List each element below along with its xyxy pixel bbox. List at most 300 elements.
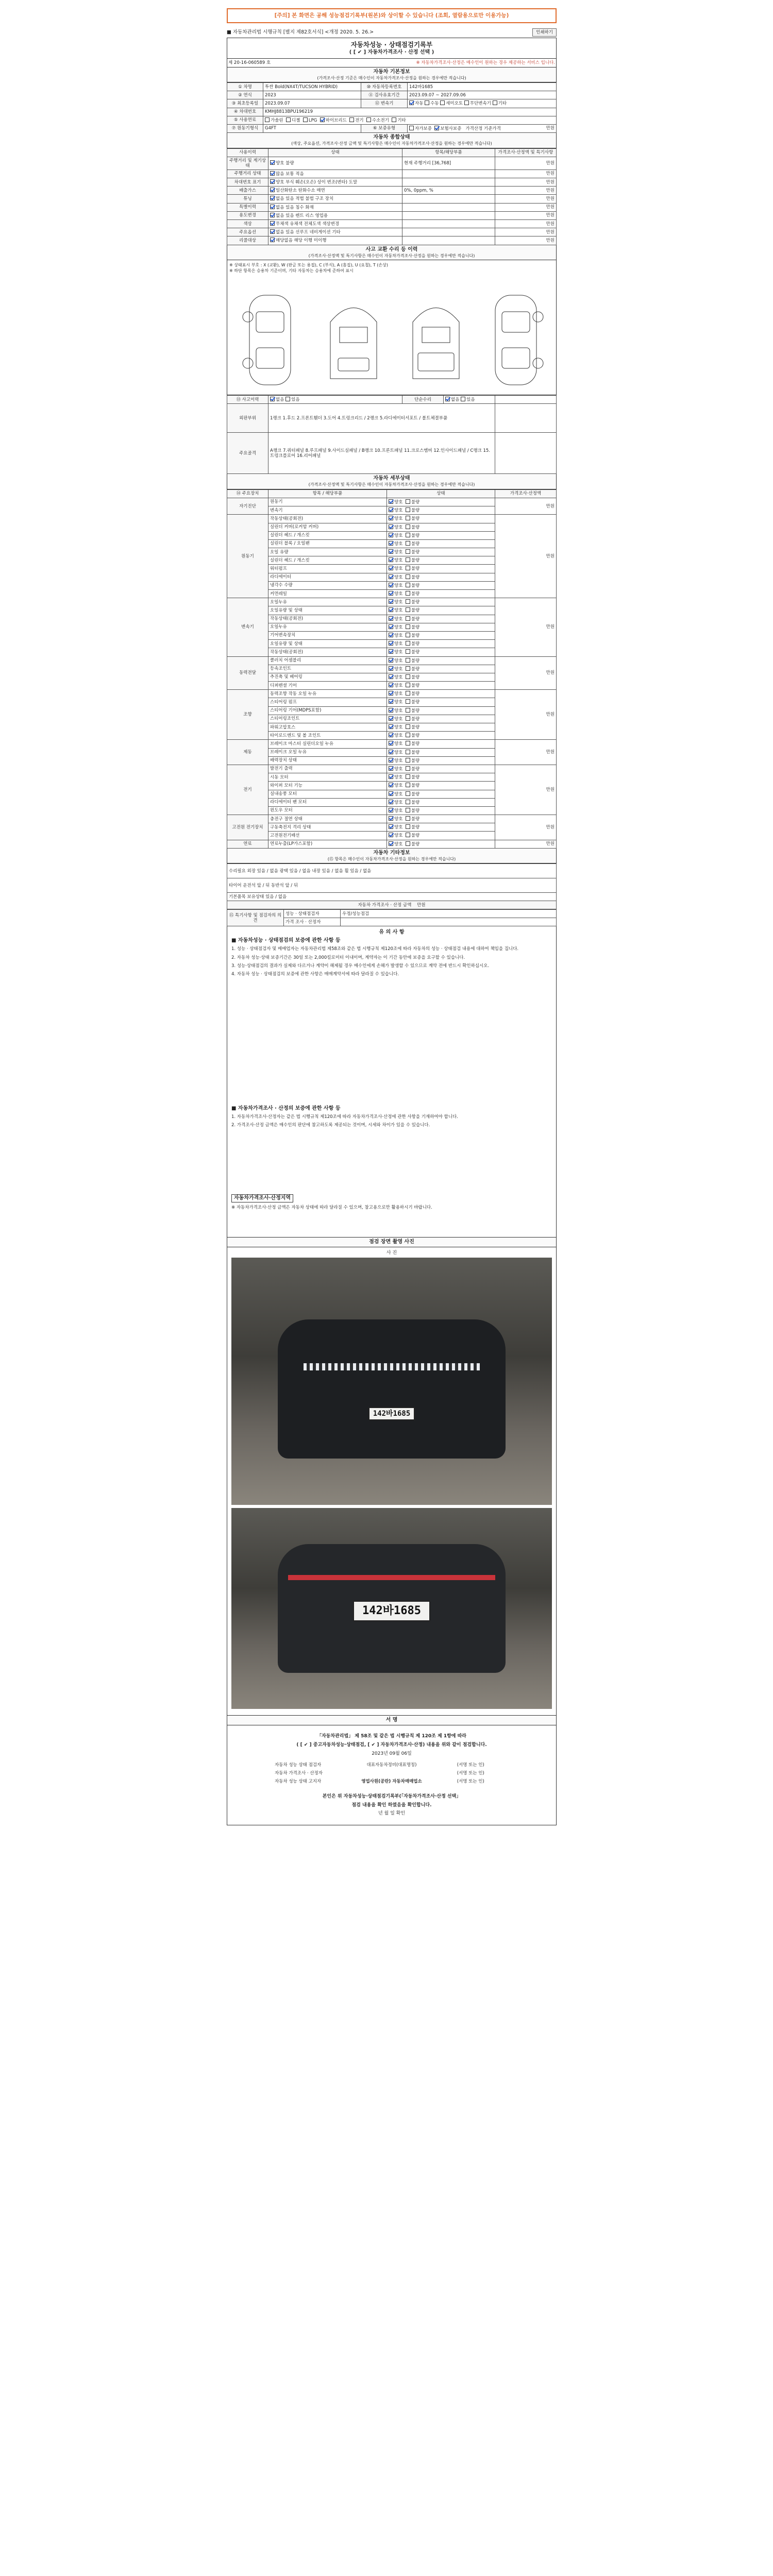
checkbox-icon [406,750,410,754]
table-row [227,656,557,665]
sign-section [227,1725,557,1825]
title-main: 자동차성능 · 상태점검기록부 [350,40,433,48]
status-detail: 0%, 0ppm, % [402,187,495,195]
state-bad: 불량 [411,716,420,722]
checkbox-icon [406,741,410,745]
table-row [227,598,557,606]
state-good: 양호 [394,741,403,747]
checkbox-icon [270,221,275,226]
print-button[interactable]: 인쇄하기 [532,28,557,37]
state-good: 양호 [394,808,403,814]
state-bad: 불량 [411,633,420,638]
rear-photo [231,1508,552,1709]
state-good: 양호 [394,641,403,647]
checkbox-icon [270,179,275,184]
doc-number-note: ※ 자동차가격조사·산정은 매수인이 원하는 경우 제공하는 서비스 입니다. [416,60,555,65]
extra-row: 타이어 운전석 앞 / 뒤 동반석 앞 / 뒤 [227,878,557,893]
checkbox-icon [409,100,414,105]
state-good: 양호 [394,524,403,530]
state-good: 양호 [394,817,403,822]
state-good: 양호 [394,733,403,739]
accident-price [495,433,557,474]
detail-section-header [227,474,557,489]
trans-opt: 기타 [498,101,507,107]
signer-role: 자동차 성능 상태 고지자 [275,1778,322,1784]
state-bad: 불량 [411,608,420,614]
detail-item: 오일유량 및 상태 [268,606,387,615]
checkbox-icon [303,117,308,122]
sign-line: ( [ ✔ ] 중고자동차성능·상태점검, [ ✔ ] 자동차가격조사·산정) 내용을 위와 같이 점검합니다. [296,1742,487,1748]
status-value-text: 무채색 유채색 전체도색 색상변경 [276,222,340,227]
price-total-label: 자동차 가격조사 · 산정 금액 [358,902,412,908]
checkbox-icon [389,666,393,671]
checkbox-icon [389,816,393,821]
detail-state [387,715,495,723]
detail-price: 만원 [495,765,557,815]
checkbox-icon [406,824,410,829]
status-value-text: 일산화탄소 탄화수소 매연 [276,188,325,194]
checkbox-icon [389,524,393,529]
detail-state [387,690,495,698]
status-unit: 만원 [495,236,557,245]
state-good: 양호 [394,574,403,580]
status-key: 차대번호 표기 [227,178,268,187]
car-diagram [227,260,557,395]
detail-item: 파워고압호스 [268,723,387,732]
status-unit: 만원 [495,178,557,187]
detail-state [387,765,495,773]
checkbox-icon [389,574,393,579]
notice-paragraph: ※ 자동차가격조사·산정 금액은 자동차 상태에 따라 달라질 수 있으며, 참고용으로만 활용하시기 바랍니다. [231,1205,432,1211]
checkbox-icon [389,766,393,771]
detail-group: 제동 [227,740,268,765]
checkbox-icon [389,533,393,537]
table-row [227,404,557,433]
status-unit: 만원 [495,187,557,195]
status-section-sub: (색상, 주요옵션, 가격조사·산정 금액 및 특기사항은 매수인이 자동차가격조사·산정을 원하는 경우에만 적습니다) [291,141,492,146]
status-detail [402,195,495,203]
state-good: 양호 [394,758,403,764]
status-col-header: 사용이력 [227,148,268,157]
inspector-value [341,918,557,926]
detail-state [387,790,495,798]
state-bad: 불량 [411,674,420,680]
photo-section-title: 점검 장면 촬영 사진 [369,1239,414,1245]
detail-state [387,840,495,848]
detail-price: 만원 [495,815,557,840]
detail-price: 만원 [495,515,557,598]
detail-price: 만원 [495,498,557,514]
checkbox-icon [406,524,410,529]
state-good: 양호 [394,766,403,772]
label-name: ① 차명 [227,83,263,91]
checkbox-icon [406,541,410,546]
status-value-text: 많음 보통 적음 [276,171,304,177]
notice-paragraph: 1. 성능 · 상태점검자 및 매매업자는 자동차관리법 제58조와 같은 법 시행규칙 제120조에 따라 자동차의 성능 · 상태점검 내용에 대하여 책임을 집니다. [231,946,519,952]
checkbox-icon [406,649,410,654]
state-good: 양호 [394,550,403,555]
diagram-legend-2: ※ 하단 항목은 승용차 기준이며, 기타 자동차는 승용차에 준하여 표시 [229,268,354,274]
checkbox-icon [389,758,393,762]
notice-spacer [231,1213,552,1234]
vehicle-engine: G4FT [263,124,361,132]
extra-row: 기본품목 보유상태 있음 / 없음 [227,893,557,901]
signer-sign: (서명 또는 인) [457,1762,484,1768]
state-bad: 불량 [411,641,420,647]
status-value-text: 없음 있음 적법 불법 구조 장치 [276,196,334,202]
status-detail [402,220,495,228]
status-value [268,157,402,170]
detail-item: 스티어링조인트 [268,715,387,723]
checkbox-icon [406,624,410,629]
car-front-shape [278,1319,506,1459]
detail-state [387,798,495,806]
state-good: 양호 [394,616,403,622]
detail-state [387,581,495,589]
checkbox-icon [434,126,439,130]
state-bad: 불량 [411,666,420,672]
detail-state [387,673,495,681]
checkbox-icon [389,741,393,745]
detail-state [387,698,495,706]
table-row [227,864,557,878]
status-unit: 만원 [495,220,557,228]
state-good: 양호 [394,683,403,689]
detail-item: 작동상태(공회전) [268,515,387,523]
detail-group: 자기진단 [227,498,268,514]
table-row [227,211,557,219]
state-good: 양호 [394,825,403,831]
vehicle-section-header [227,67,557,83]
detail-item: 실린더 커버(로커암 커버) [268,523,387,531]
status-detail [402,228,495,236]
state-bad: 불량 [411,566,420,572]
status-value-text: 없음 있음 침수 화재 [276,205,314,210]
detail-price: 만원 [495,740,557,765]
table-row [227,901,557,909]
label-simple-repair: 단순수리 [402,396,444,404]
status-value [268,170,402,178]
state-bad: 불량 [411,650,420,655]
fuel-opt: LPG [308,117,317,123]
state-good: 양호 [394,716,403,722]
car-side-right-icon [482,291,549,389]
detail-price: 만원 [495,656,557,690]
checkbox-icon [461,397,465,401]
checkbox-icon [389,549,393,554]
checkbox-icon [389,783,393,787]
fuel-opt: 하이브리드 [325,117,347,123]
status-detail [402,170,495,178]
checkbox-icon [389,649,393,654]
checkbox-icon [406,683,410,687]
detail-col-header: 가격조사·산정액 [495,489,557,498]
status-unit: 만원 [495,157,557,170]
detail-state [387,723,495,732]
label-warranty: ⑥ 보증유형 [361,124,408,132]
checkbox-icon [270,205,275,209]
accident-section-header [227,245,557,261]
detail-state [387,656,495,665]
notice-heading: ■ 자동차성능 · 상태점검의 보증에 관한 사항 등 [231,938,341,944]
status-unit: 만원 [495,211,557,219]
state-bad: 불량 [411,541,420,547]
sign-line: 「자동차관리법」 제 58조 및 같은 법 시행규칙 제 120조 제 1항에 따라 [316,1734,466,1739]
detail-item: 워터펌프 [268,565,387,573]
checkbox-icon [389,800,393,804]
extra-section-header [227,849,557,864]
detail-state [387,506,495,515]
accident-detail: A랭크 7.쿼터패널 8.루프패널 9.사이드실패널 / B랭크 10.프론트패널 11.크로스멤버 12.인사이드패널 / C랭크 15.트렁크플로어 16.리어패널 [268,433,495,474]
checkbox-icon [406,733,410,737]
checkbox-icon [270,171,275,176]
table-row [227,178,557,187]
checkbox-icon [389,616,393,621]
table-row [227,498,557,506]
state-good: 양호 [394,533,403,538]
checkbox-icon [406,533,410,537]
detail-item: 오일 유량 [268,548,387,556]
notice-spacer [231,980,552,1104]
notice-paragraph: 1. 자동차가격조사·산정자는 같은 법 시행규칙 제120조에 따라 자동차가격조사·산정에 관한 사항을 기재하여야 합니다. [231,1114,458,1120]
state-bad: 불량 [411,550,420,555]
state-bad: 불량 [411,758,420,764]
accident-section-sub: (가격조사·산정액 및 특기사항은 매수인이 자동차가격조사·산정을 원하는 경우에만 적습니다) [308,253,475,258]
warning-banner: [주의] 본 화면은 공해 성능점검기록부(원본)와 상이할 수 있습니다 (조회, 열람용으로만 이용가능) [227,8,557,23]
status-col-header: 항목/해당부품 [402,148,495,157]
accident-key: 주요골격 [227,433,268,474]
warranty-options [408,124,557,132]
detail-item: 와이퍼 모터 기능 [268,782,387,790]
detail-price: 만원 [495,598,557,656]
state-bad: 불량 [411,791,420,797]
accident-value: 없음 있음 [268,396,402,404]
detail-state [387,732,495,740]
checkbox-icon [406,800,410,804]
label-vin: ④ 차대번호 [227,108,263,116]
status-unit: 만원 [495,170,557,178]
checkbox-icon [389,607,393,612]
state-good: 양호 [394,558,403,564]
checkbox-icon [270,160,275,165]
detail-item: 구동축전지 격리 상태 [268,823,387,832]
detail-item: 배력장치 상태 [268,756,387,765]
status-key: 리콜대상 [227,236,268,245]
detail-state [387,615,495,623]
detail-state [387,773,495,782]
accident-detail: 1랭크 1.후드 2.프론트휀더 3.도어 4.트렁크리드 / 2랭크 5.라디에이터서포트 / 볼트체결부품 [268,404,495,433]
checkbox-icon [406,574,410,579]
checkbox-icon [406,691,410,696]
trans-opt: 수동 [430,101,439,107]
notice-paragraph: 2. 자동차 성능·상태 보증기간은 30일 또는 2,000킬로미터 이내이며, 계약자는 이 기간 동안에 보증을 요구할 수 있습니다. [231,955,465,960]
detail-group: 전기 [227,765,268,815]
detail-item: 스티어링 펌프 [268,698,387,706]
table-row [227,187,557,195]
detail-col-header: 상태 [387,489,495,498]
signer-table [273,1761,510,1786]
state-good: 양호 [394,833,403,839]
fuel-opt: 전기 [355,117,364,123]
detail-group: 고전원 전기장치 [227,815,268,840]
inspector-label: ⑮ 특기사항 및 점검자의 의견 [227,910,284,926]
checkbox-icon [406,758,410,762]
status-key: 배출가스 [227,187,268,195]
state-good: 양호 [394,791,403,797]
checkbox-icon [406,599,410,604]
vehicle-name: 투싼 Bold(NX4T/TUCSON HYBRID) [263,83,361,91]
trans-opt: 세미오토 [446,101,463,107]
state-good: 양호 [394,591,403,597]
state-bad: 불량 [411,533,420,538]
detail-section-sub: (가격조사·산정액 및 특기사항은 매수인이 자동차가격조사·산정을 원하는 경우에만 적습니다) [308,482,475,487]
detail-price: 만원 [495,840,557,848]
detail-col-header: 항목 / 해당부품 [268,489,387,498]
checkbox-icon [389,691,393,696]
state-good: 양호 [394,583,403,588]
detail-state [387,756,495,765]
state-bad: 불량 [411,574,420,580]
status-value [268,178,402,187]
notice-paragraph: 2. 가격조사·산정 금액은 매수인의 판단에 참고하도록 제공되는 것이며, 시세와 차이가 있을 수 있습니다. [231,1123,430,1128]
sign-footer: 점검 내용을 확인 하였음을 확인합니다. [351,1802,432,1808]
checkbox-icon [270,188,275,192]
state-good: 양호 [394,841,403,847]
status-detail [402,211,495,219]
label-price: 가격산정 기준가격 [465,126,501,131]
photo-label: 사 진 [386,1250,397,1256]
table-row [227,765,557,773]
extra-section-title: 자동차 기타정보 [373,850,410,856]
vehicle-period: 2023.09.07 ~ 2027.09.06 [408,91,557,99]
checkbox-icon [406,583,410,587]
fuel-opt: 기타 [397,117,406,123]
state-bad: 불량 [411,725,420,731]
state-good: 양호 [394,541,403,547]
table-row [227,157,557,170]
notice-paragraph: 3. 성능·상태점검의 결과가 실제와 다르거나 계약이 해제될 경우 매수인에게 손해가 발생할 수 있으므로 계약 전에 반드시 확인하십시오. [231,963,490,969]
trans-opt: 자동 [415,101,424,107]
state-bad: 불량 [411,499,420,505]
state-bad: 불량 [411,775,420,781]
checkbox-icon [389,708,393,713]
title-sub: ( [ ✔ ] 자동차가격조사 · 산정 선택 ) [349,49,434,55]
state-bad: 불량 [411,624,420,630]
state-bad: 불량 [411,508,420,514]
state-bad: 불량 [411,591,420,597]
status-value [268,220,402,228]
fuel-opt: 수소전기 [372,117,389,123]
table-row [227,170,557,178]
status-key: 튜닝 [227,195,268,203]
extra-table [227,863,557,909]
detail-item: 실린더 블록 / 오일팬 [268,539,387,548]
checkbox-icon [406,783,410,787]
state-bad: 불량 [411,691,420,697]
checkbox-icon [392,117,396,122]
state-bad: 불량 [411,817,420,822]
detail-item: 커먼레일 [268,590,387,598]
state-good: 양호 [394,658,403,664]
detail-state [387,648,495,656]
detail-group: 변속기 [227,598,268,656]
checkbox-icon [406,833,410,837]
accident-key: 외판부위 [227,404,268,433]
table-row [227,236,557,245]
checkbox-icon [389,683,393,687]
vehicle-reg: 142바1685 [408,83,557,91]
label-accident: ⑬ 사고이력 [227,396,268,404]
detail-item: 라디에이터 팬 모터 [268,798,387,806]
detail-state [387,665,495,673]
label-first-reg: ③ 최초등록일 [227,99,263,108]
detail-item: 브레이크 오일 누유 [268,748,387,756]
vehicle-vin: KMHJ8813BPU196219 [263,108,557,116]
table-row [227,220,557,228]
status-value [268,187,402,195]
checkbox-icon [270,397,275,401]
checkbox-icon [389,599,393,604]
fuel-opt: 가솔린 [271,117,283,123]
detail-item: 윈도우 모터 [268,806,387,815]
detail-item: 라디에이터 [268,573,387,581]
detail-state [387,631,495,639]
price-unit: 만원 [546,125,554,131]
signer-name: 영업사원(공란) 자동차매매업소 [361,1778,422,1784]
checkbox-icon [270,213,275,217]
checkbox-icon [389,674,393,679]
checkbox-icon [389,791,393,796]
detail-item: 스티어링 기어(MDPS포함) [268,706,387,715]
checkbox-icon [409,126,414,130]
detail-state [387,548,495,556]
state-bad: 불량 [411,733,420,739]
table-row [227,228,557,236]
detail-item: 오일누유 [268,623,387,631]
state-bad: 불량 [411,583,420,588]
sign-date: 2023년 09월 06일 [372,1751,412,1757]
accident-table [227,395,557,474]
checkbox-icon [440,100,445,105]
car-front-icon [320,291,387,389]
checkbox-icon [425,100,429,105]
checkbox-icon [445,397,450,401]
table-row [227,840,557,848]
notice-title: 유 의 사 항 [379,929,405,936]
checkbox-icon [406,699,410,704]
status-key: 주행거리 상태 [227,170,268,178]
checkbox-icon [406,716,410,721]
checkbox-icon [389,591,393,596]
state-good: 양호 [394,508,403,514]
detail-item: 브레이크 마스터 실린더오일 누유 [268,740,387,748]
checkbox-icon [389,824,393,829]
state-good: 양호 [394,666,403,672]
checkbox-icon [389,624,393,629]
detail-item: 작동상태(공회전) [268,615,387,623]
label-reg: ⑩ 자동차등록번호 [361,83,408,91]
notice-paragraph: 4. 자동차 성능 · 상태점검의 보증에 관한 사항은 매매계약서에 따라 달라질 수 있습니다. [231,972,399,977]
state-bad: 불량 [411,741,420,747]
checkbox-icon [389,658,393,663]
detail-item: 디퍼렌셜 기어 [268,682,387,690]
detail-item: 변속기 [268,506,387,515]
checkbox-icon [265,117,270,122]
detail-state [387,590,495,598]
state-good: 양호 [394,783,403,789]
table-row [227,690,557,698]
checkbox-icon [406,658,410,663]
